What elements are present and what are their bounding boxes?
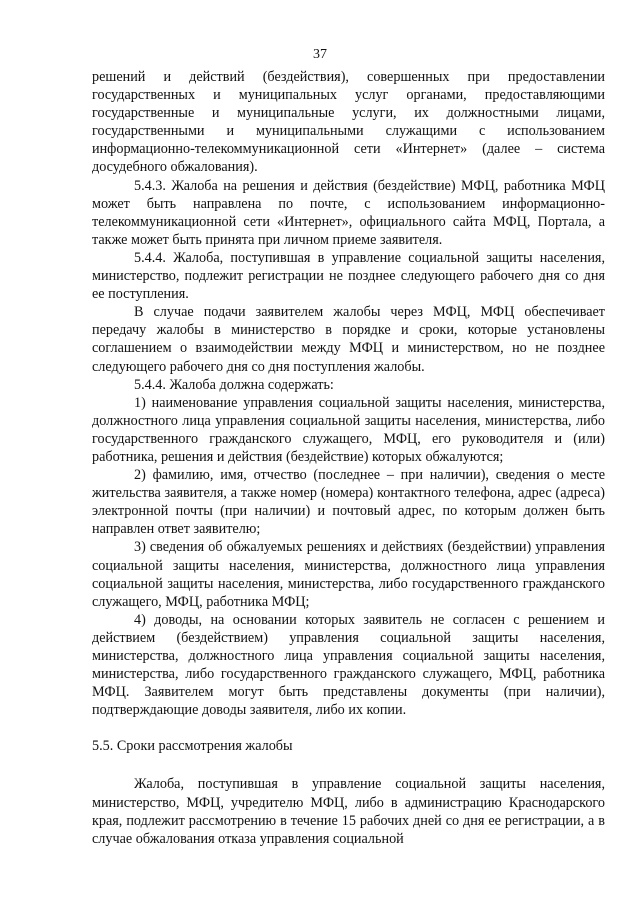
page-number: 37 xyxy=(313,47,327,62)
list-item-1: 1) наименование управления социальной защиты населения, министерства, должностного лица управления социальной защиты населения, министерства, либо государственного гражданского служащего, МФЦ, его руководителя и (или) работника, решения и действия (бездействие) которых обжалуются; xyxy=(92,394,605,465)
paragraph-5-4-4-registration: 5.4.4. Жалоба, поступившая в управление социальной защиты населения, министерство, подлежит регистрации не позднее следующего рабочего дня со дня ее поступления. xyxy=(92,249,605,303)
paragraph-continuation: решений и действий (бездействия), совершенных при предоставлении государственных и муниципальных услуг органами, предоставляющими государственные и муниципальные услуги, их должностными лицами, государственными и муниципальными служащими с использованием информационно-телекоммуникационной сети «Интернет» (далее – система досудебного обжалования). xyxy=(92,69,605,176)
paragraph-5-4-4-contents: 5.4.4. Жалоба должна содержать: xyxy=(134,376,334,393)
section-title-5-5: 5.5. Сроки рассмотрения жалобы xyxy=(92,738,293,755)
document-body xyxy=(92,68,605,848)
paragraph-5-4-3: 5.4.3. Жалоба на решения и действия (бездействие) МФЦ, работника МФЦ может быть направлена по почте, с использованием информационно-телекоммуникационной сети «Интернет», официального сайта МФЦ, Портала, а также может быть принята при личном приеме заявителя. xyxy=(92,177,605,248)
list-item-3: 3) сведения об обжалуемых решениях и действиях (бездействии) управления социальной защиты населения, министерства, должностного лица управления социальной защиты населения, министерства, либо государственного гражданского служащего, МФЦ, работника МФЦ; xyxy=(92,539,605,610)
list-item-2: 2) фамилию, имя, отчество (последнее – при наличии), сведения о месте жительства заявителя, а также номер (номера) контактного телефона, адрес (адреса) электронной почты (при наличии) и почтовый адрес, по которым должен быть направлен ответ заявителю; xyxy=(92,467,605,538)
list-item-4: 4) доводы, на основании которых заявитель не согласен с решением и действием (бездействием) управления социальной защиты населения, министерства, должностного лица управления социальной защиты населения, министерства, либо государственного гражданского служащего, МФЦ, работника МФЦ. Заявителем могут быть представлены документы (при наличии), подтверждающие доводы заявителя, либо их копии. xyxy=(92,611,605,719)
paragraph-review-terms: Жалоба, поступившая в управление социальной защиты населения, министерство, МФЦ, учредителю МФЦ, либо в администрацию Краснодарского края, подлежит рассмотрению в течение 15 рабочих дней со дня ее регистрации, а в случае обжалования отказа управления социальной xyxy=(92,776,605,847)
paragraph-mfc-transfer: В случае подачи заявителем жалобы через МФЦ, МФЦ обеспечивает передачу жалобы в министерство в порядке и сроки, которые установлены соглашением о взаимодействии между МФЦ и министерством, но не позднее следующего рабочего дня со дня поступления жалобы. xyxy=(92,304,605,375)
